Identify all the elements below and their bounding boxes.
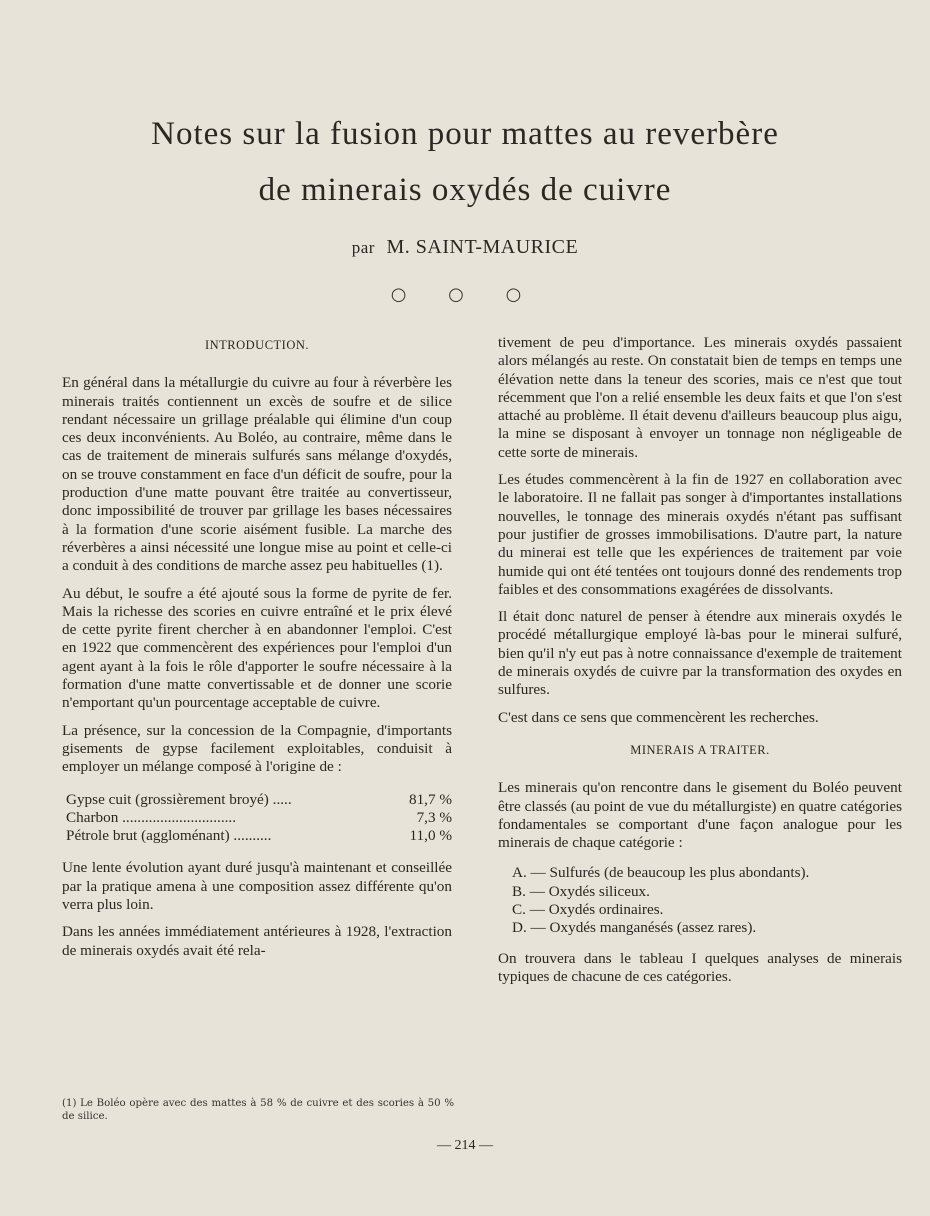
paragraph: Dans les années immédiatement antérieures à 1928, l'extraction de minerais oxydés avait été rela- — [62, 923, 452, 959]
paragraph: tivement de peu d'importance. Les minerais oxydés passaient alors mélangés au reste. On constatait bien de temps en temps une élévation nette dans la teneur des scories, mais ce n'est que tout récemment que l'on a relié ensemble les deux faits et que l'on s'est attaché au problème. Il était devenu d'ailleurs beaucoup plus aigu, la mine se disposant à envoyer un tonnage non négligeable de cette sorte de minerais. — [498, 334, 902, 461]
title-line-2: de minerais oxydés de cuivre — [258, 172, 672, 208]
author-prefix: par — [351, 238, 375, 257]
category-list — [512, 864, 902, 937]
title-line-1: Notes sur la fusion pour mattes au reverbère — [151, 116, 779, 152]
composition-value: 81,7 % — [408, 790, 452, 808]
paragraph: Les minerais qu'on rencontre dans le gisement du Boléo peuvent être classés (au point de vue du métallurgiste) en quatre catégories fondamentales se comportant d'une façon analogue pour les minerais de chaque catégorie : — [498, 779, 902, 852]
page-number: — 214 — — [437, 1138, 493, 1153]
composition-row — [66, 791, 452, 809]
composition-row — [66, 809, 452, 827]
composition-label: Gypse cuit (grossièrement broyé) ..... — [66, 790, 292, 808]
paragraph: On trouvera dans le tableau I quelques analyses de minerais typiques de chacune de ces catégories. — [498, 949, 902, 985]
list-item: C. — Oxydés ordinaires. — [512, 901, 664, 919]
section-heading-introduction: INTRODUCTION. — [204, 338, 310, 352]
author-name: M. SAINT-MAURICE — [386, 236, 579, 258]
left-column — [62, 336, 452, 969]
author-line — [0, 236, 930, 259]
paragraph: La présence, sur la concession de la Compagnie, d'importants gisements de gypse facilement exploitables, conduisit à employer un mélange composé à l'origine de : — [62, 721, 452, 776]
paragraph: En général dans la métallurgie du cuivre au four à réverbère les minerais traités contiennent un excès de soufre et de silice rendant nécessaire un grillage préalable qui élimine d'un coup ces deux inconvénients. Au Boléo, au contraire, même dans le cas de traitement de minerais sulfurés sans mélange d'oxydés, on se trouve constamment en face d'un déficit de soufre, pour la production d'une matte pouvant être traitée au convertisseur, donc impossibilité de trouver par grillage les bases nécessaires à la formation d'une scorie aisément fusible. La marche des réverbères a ainsi nécessité une longue mise au point et celle-ci a conduit à des conditions de marche assez peu habituelles (1). — [62, 374, 452, 575]
paragraph: Au début, le soufre a été ajouté sous la forme de pyrite de fer. Mais la richesse des scories en cuivre entraîné et le prix élevé de cette pyrite firent chercher à en abandonner l'emploi. C'est en 1922 que commencèrent des expériences pour l'emploi d'un agent ayant à la fois le rôle d'apporter le soufre nécessaire à la formation d'une matte convertissable et de donner une scorie n'emportant qu'un pourcentage acceptable de cuivre. — [62, 584, 452, 712]
footnote: (1) Le Boléo opère avec des mattes à 58 % de cuivre et des scories à 50 % de silice. — [62, 1098, 454, 1122]
list-item: B. — Oxydés siliceux. — [512, 882, 650, 900]
ornament-circles: ○ ○ ○ — [390, 284, 540, 305]
paragraph: Une lente évolution ayant duré jusqu'à maintenant et conseillée par la pratique amena à une composition assez différente qu'on verra plus loin. — [62, 859, 452, 914]
paragraph: Les études commencèrent à la fin de 1927 en collaboration avec le laboratoire. Il ne fallait pas songer à d'importantes installations nouvelles, le tonnage des minerais oxydés n'étant pas suffisant pour justifier de grosses immobilisations. D'autre part, la nature du minerai est telle que les expériences de traitement par voie humide qui ont été tentées ont toujours donné des rendements trop faibles et des consommations exagérées de dissolvants. — [498, 471, 902, 598]
composition-label: Charbon .............................. — [66, 808, 237, 826]
list-item: D. — Oxydés manganésés (assez rares). — [512, 919, 757, 937]
composition-value: 7,3 % — [416, 808, 452, 826]
mixture-composition — [66, 791, 452, 846]
composition-row — [66, 827, 452, 845]
composition-value: 11,0 % — [409, 827, 452, 845]
list-item: A. — Sulfurés (de beaucoup les plus abondants). — [512, 864, 810, 882]
right-column — [498, 334, 902, 995]
composition-label: Pétrole brut (aggloménant) .......... — [66, 827, 272, 845]
paragraph: C'est dans ce sens que commencèrent les recherches. — [498, 708, 819, 726]
paragraph: Il était donc naturel de penser à étendre aux minerais oxydés le procédé métallurgique employé là-bas pour le minerai sulfuré, bien qu'il n'y eut pas à notre connaissance d'exemple de traitement de minerais oxydés de cuivre par la transformation des oxydes en sulfures. — [498, 608, 902, 699]
section-heading-minerais: MINERAIS A TRAITER. — [630, 742, 770, 757]
